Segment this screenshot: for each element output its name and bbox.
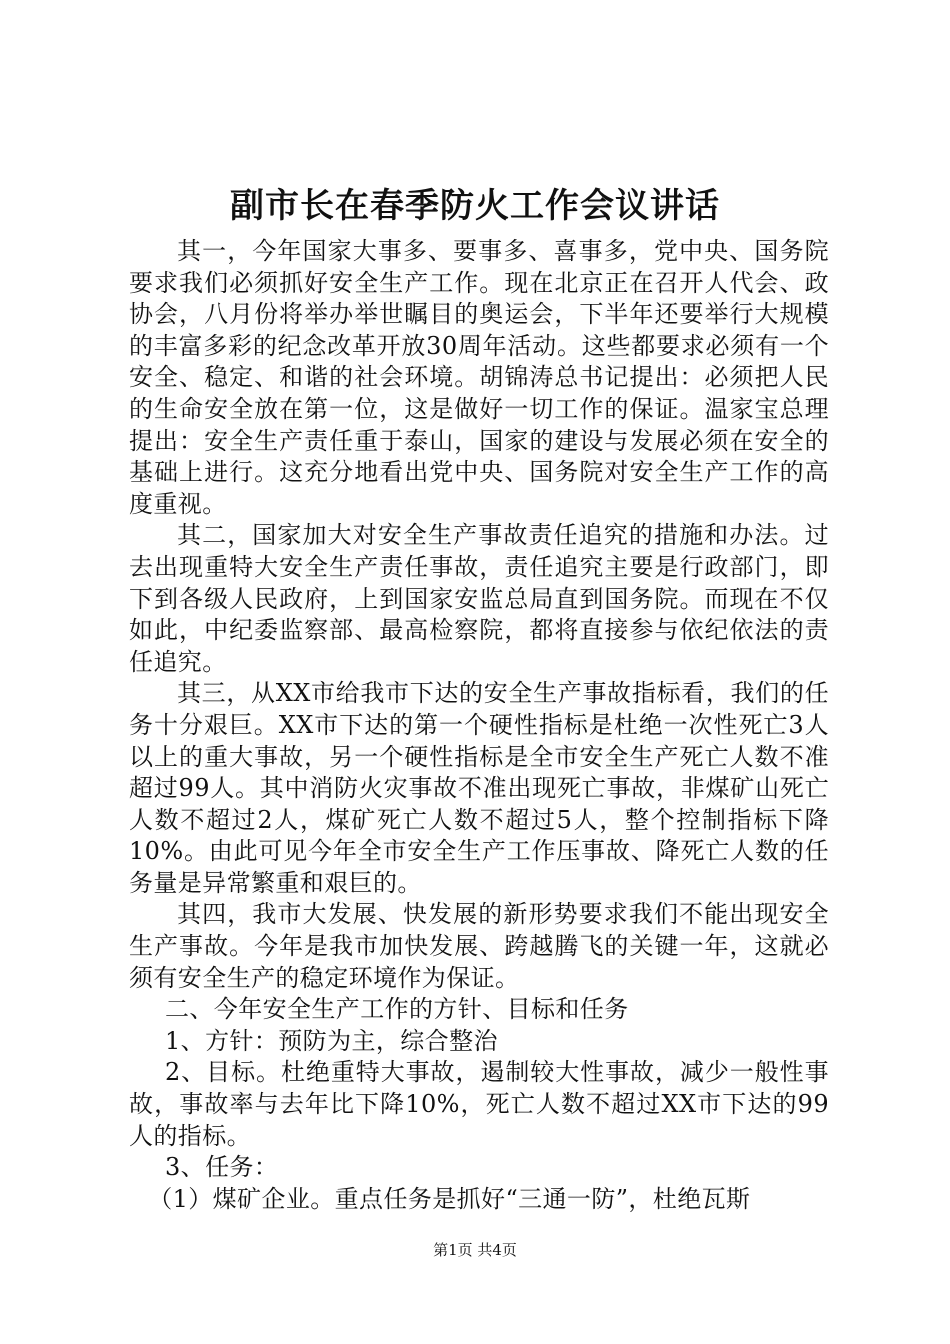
paragraph-tasks: 3、任务：: [165, 1153, 279, 1182]
paragraph-policy: 1、方针：预防为主，综合整治: [165, 1026, 498, 1055]
paragraph-4: 其四，我市大发展、快发展的新形势要求我们不能出现安全生产事故。今年是我市加快发展、跨越腾飞的关键一年，这就必须有安全生产的稳定环境作为保证。: [129, 900, 829, 992]
document-title: 副市长在春季防火工作会议讲话: [230, 186, 720, 226]
document-body: [129, 236, 829, 1215]
page-number-footer: 第1页 共4页: [433, 1241, 517, 1259]
section-heading: 二、今年安全生产工作的方针、目标和任务: [165, 995, 629, 1024]
paragraph-2: 其二，国家加大对安全生产事故责任追究的措施和办法。过去出现重特大安全生产责任事故，责任追究主要是行政部门，即下到各级人民政府，上到国家安监总局直到国务院。而现在不仅如此，中纪委监察部、最高检察院，都将直接参与依纪依法的责任追究。: [129, 521, 829, 676]
paragraph-coal-mine: （1）煤矿企业。重点任务是抓好“三通一防”，杜绝瓦斯: [148, 1184, 751, 1213]
paragraph-3: 其三，从XX市给我市下达的安全生产事故指标看，我们的任务十分艰巨。XX市下达的第一个硬性指标是杜绝一次性死亡3人以上的重大事故，另一个硬性指标是全市安全生产死亡人数不准超过99人。其中消防火灾事故不准出现死亡事故，非煤矿山死亡人数不超过2人，煤矿死亡人数不超过5人，整个控制指标下降10%。由此可见今年全市安全生产工作压事故、降死亡人数的任务量是异常繁重和艰巨的。: [129, 679, 829, 897]
paragraph-goal: 2、目标。杜绝重特大事故，遏制较大性事故，减少一般性事故，事故率与去年比下降10%，死亡人数不超过XX市下达的99人的指标。: [129, 1058, 829, 1150]
paragraph-1: 其一，今年国家大事多、要事多、喜事多，党中央、国务院要求我们必须抓好安全生产工作。现在北京正在召开人代会、政协会，八月份将举办举世瞩目的奥运会，下半年还要举行大规模的丰富多彩的纪念改革开放30周年活动。这些都要求必须有一个安全、稳定、和谐的社会环境。胡锦涛总书记提出：必须把人民的生命安全放在第一位，这是做好一切工作的保证。温家宝总理提出：安全生产责任重于泰山，国家的建设与发展必须在安全的基础上进行。这充分地看出党中央、国务院对安全生产工作的高度重视。: [129, 237, 829, 518]
